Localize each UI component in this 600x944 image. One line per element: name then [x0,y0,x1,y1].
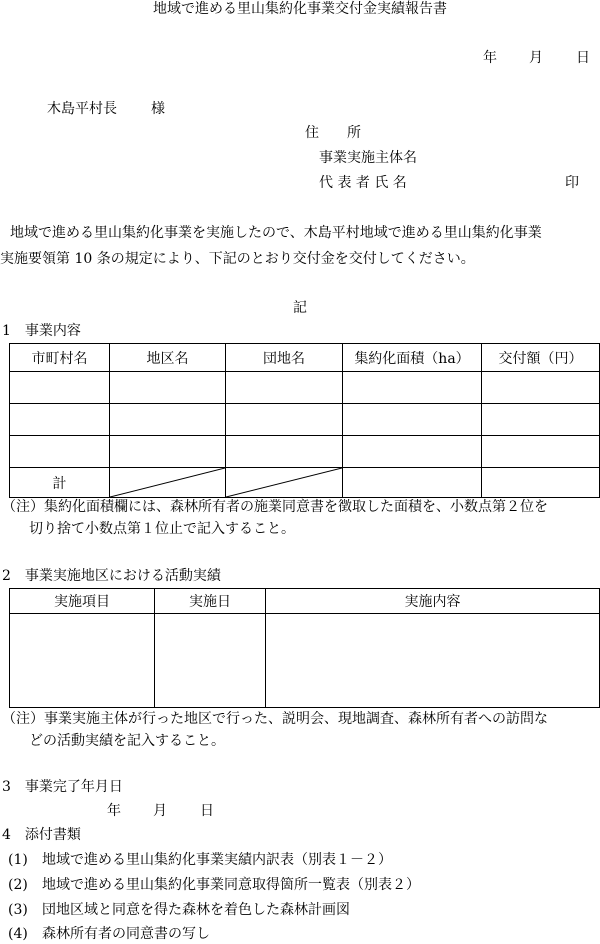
representative-label: 代 表 者 氏 名 [319,175,407,191]
seal-label: 印 [565,175,579,191]
body-text-line1: 地域で進める里山集約化事業を実施したので、木島平村地域で進める里山集約化事業 [10,225,542,241]
date-day-label: 日 [576,50,590,66]
table-row [10,404,600,436]
attachment-number: (4) [8,926,28,942]
table-header-row [10,589,600,614]
date-year-label: 年 [483,50,497,66]
section1-note-line2: 切り捨て小数点第１位止で記入すること。 [29,521,295,537]
table-row [10,614,600,708]
diagonal-cell [110,468,226,498]
completion-day-label: 日 [200,803,214,819]
table-row [10,436,600,468]
project-content-table [9,343,600,498]
section3-heading: 3 事業完了年月日 [2,779,123,795]
header-district: 地区名 [110,344,226,372]
document-title: 地域で進める里山集約化事業交付金実績報告書 [153,1,447,17]
completion-year-label: 年 [107,803,121,819]
attachment-text: 地域で進める里山集約化事業同意取得箇所一覧表（別表２） [42,877,420,893]
header-municipality: 市町村名 [10,344,110,372]
table-row [10,372,600,404]
header-date: 実施日 [155,589,266,614]
section1-note-line1: （注）集約化面積欄には、森林所有者の施業同意書を徴取した面積を、小数点第２位を [2,499,548,515]
header-block: 団地名 [226,344,343,372]
section4-heading: 4 添付書類 [2,827,81,843]
address-label: 住 所 [305,125,361,141]
header-content: 実施内容 [266,589,600,614]
section2-note-line2: どの活動実績を記入すること。 [29,733,225,749]
diagonal-cell [226,468,343,498]
attachment-number: (3) [8,902,28,918]
ki-heading: 記 [293,300,307,316]
completion-month-label: 月 [153,803,167,819]
total-label: 計 [10,468,110,498]
activity-table [9,588,600,708]
body-text-line2: 実施要領第 10 条の規定により、下記のとおり交付金を交付してください。 [0,251,475,267]
attachment-number: (1) [8,852,28,868]
attachment-text: 団地区域と同意を得た森林を着色した森林計画図 [42,902,350,918]
header-amount: 交付額（円） [482,344,600,372]
section2-note-line1: （注）事業実施主体が行った地区で行った、説明会、現地調査、森林所有者への訪問な [2,711,548,727]
addressee-honorific: 様 [151,101,165,117]
header-item: 実施項目 [10,589,155,614]
section1-heading: 1 事業内容 [2,323,81,339]
attachment-number: (2) [8,877,28,893]
attachment-text: 地域で進める里山集約化事業実績内訳表（別表１－２） [42,852,392,868]
date-month-label: 月 [529,50,543,66]
header-area: 集約化面積（ha） [343,344,482,372]
addressee-name: 木島平村長 [47,101,117,117]
section2-heading: 2 事業実施地区における活動実績 [2,568,221,584]
table-header-row [10,344,600,372]
attachment-text: 森林所有者の同意書の写し [42,926,210,942]
entity-label: 事業実施主体名 [319,150,417,166]
total-row [10,468,600,498]
